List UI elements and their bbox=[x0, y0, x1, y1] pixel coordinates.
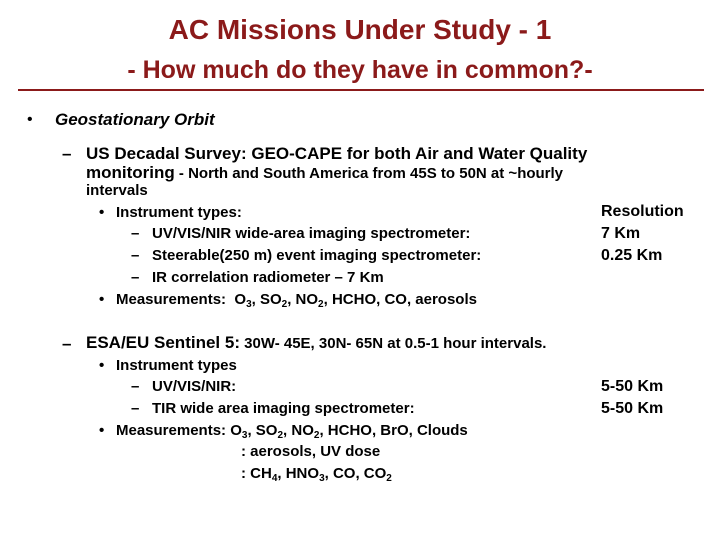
bullet-glyph: • bbox=[99, 422, 105, 439]
sentinel-heading: ESA/EU Sentinel 5: bbox=[86, 333, 240, 352]
measurements-label: Measurements: bbox=[116, 422, 227, 439]
geo-measurements bbox=[116, 291, 477, 308]
geo-instrument-resolution: 0.25 Km bbox=[601, 247, 663, 264]
slide-subtitle: - How much do they have in common?- bbox=[127, 56, 593, 84]
resolution-header: Resolution bbox=[601, 203, 684, 220]
bullet-glyph: • bbox=[99, 291, 105, 308]
sentinel-instrument-name: UV/VIS/NIR: bbox=[152, 378, 237, 395]
dash-glyph: – bbox=[131, 400, 140, 417]
sentinel-measurements-line2: : aerosols, UV dose bbox=[241, 443, 381, 460]
geo-detail-cont: intervals bbox=[86, 182, 148, 199]
dash-glyph: – bbox=[131, 247, 140, 264]
sentinel-instrument-label: Instrument types bbox=[116, 357, 237, 374]
dash-glyph: – bbox=[131, 378, 140, 395]
measurement-formula: $O_3$, $SO_2$, $NO_2$, HCHO, CO, aerosols bbox=[234, 291, 477, 310]
bullet-glyph: • bbox=[99, 204, 105, 221]
measurement-formula: $O_3$, $SO_2$, $NO_2$, HCHO, BrO, Clouds bbox=[226, 422, 468, 441]
dash-glyph: – bbox=[62, 144, 72, 163]
geo-instrument-label: Instrument types: bbox=[116, 204, 242, 221]
main-bullet-text: Geostationary Orbit bbox=[55, 110, 215, 129]
dash-glyph: – bbox=[131, 269, 140, 286]
main-bullet-glyph: • bbox=[27, 111, 33, 128]
title-divider bbox=[18, 89, 704, 91]
geo-heading-line2 bbox=[86, 163, 563, 183]
slide-title: AC Missions Under Study - 1 bbox=[168, 14, 552, 45]
geo-heading: US Decadal Survey: GEO-CAPE for both Air and Water Quality bbox=[86, 144, 588, 163]
sentinel-measurements-line3: : $CH_4$, $HNO_3$, CO, $CO_2$ bbox=[241, 465, 392, 484]
geo-instrument-resolution: 7 Km bbox=[601, 225, 641, 242]
sentinel-detail: 30W- 45E, 30N- 65N at 0.5-1 hour intervals. bbox=[239, 335, 547, 352]
geo-instrument-name: IR correlation radiometer – 7 Km bbox=[152, 269, 384, 286]
sentinel-heading-line bbox=[86, 333, 546, 353]
geo-instrument-name: Steerable(250 m) event imaging spectrometer: bbox=[152, 247, 482, 264]
geo-detail: - North and South America from 45S to 50N at ~hourly bbox=[174, 165, 564, 182]
bullet-glyph: • bbox=[99, 357, 105, 374]
measurements-label: Measurements: bbox=[116, 291, 227, 308]
sentinel-instrument-resolution: 5-50 Km bbox=[601, 378, 664, 395]
dash-glyph: – bbox=[131, 225, 140, 242]
dash-glyph: – bbox=[62, 334, 72, 353]
geo-heading-cont: monitoring bbox=[86, 163, 175, 182]
sentinel-instrument-resolution: 5-50 Km bbox=[601, 400, 664, 417]
sentinel-instrument-name: TIR wide area imaging spectrometer: bbox=[152, 400, 415, 417]
sentinel-measurements bbox=[116, 422, 468, 439]
geo-instrument-name: UV/VIS/NIR wide-area imaging spectrometer: bbox=[152, 225, 471, 242]
